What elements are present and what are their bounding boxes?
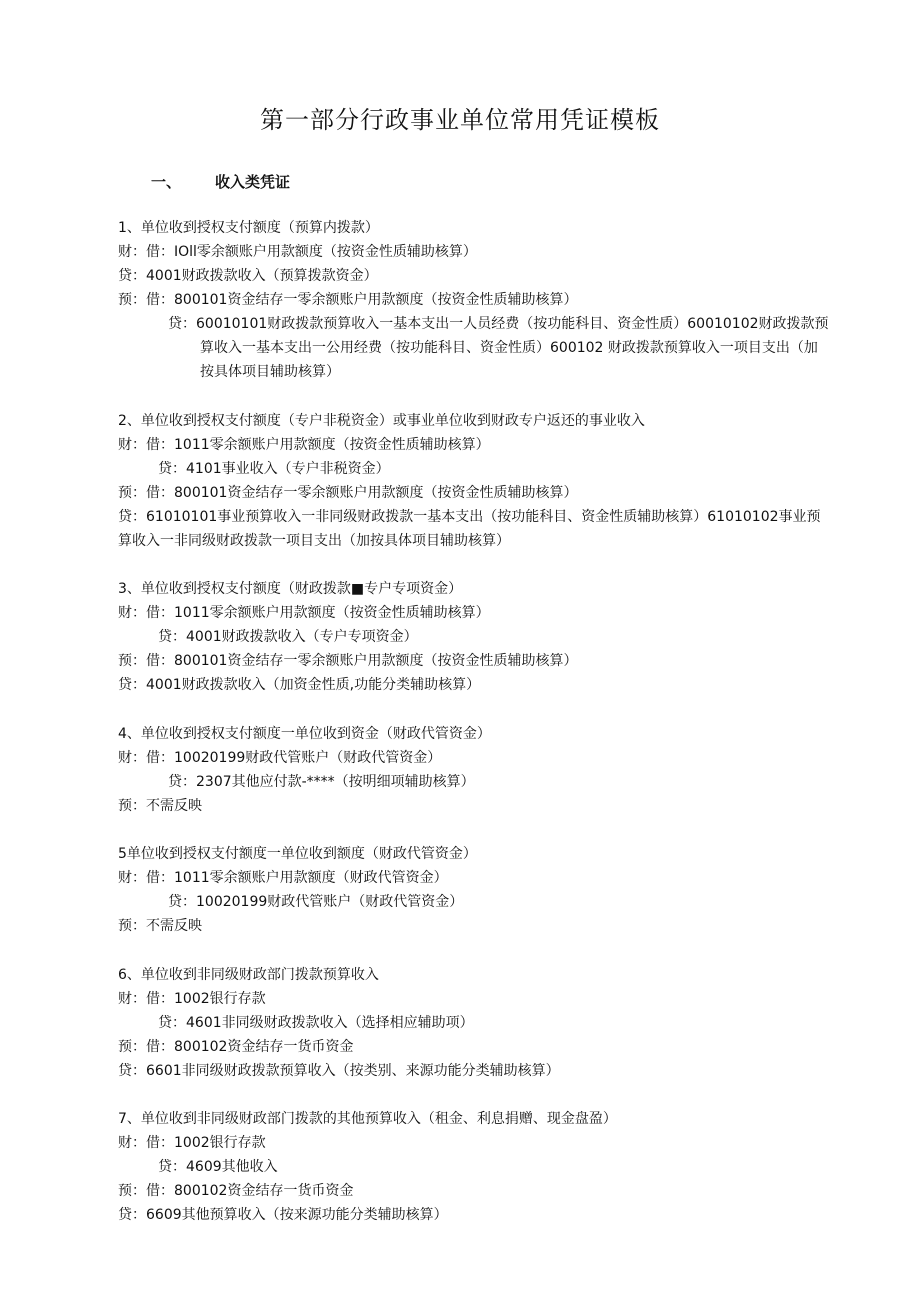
entry-3-line: 贷：4001财政拨款收入（加资金性质,功能分类辅助核算） xyxy=(118,677,481,693)
entry-6-line: 贷：6601非同级财政拨款预算收入（按类别、来源功能分类辅助核算） xyxy=(118,1062,560,1079)
entry-3-heading: 3、单位收到授权支付额度（财政拨款■专户专项资金） xyxy=(118,581,463,597)
entry-2-heading: 2、单位收到授权支付额度（专户非税资金）或事业单位收到财政专户返还的事业收入 xyxy=(118,412,645,429)
entry-2-line: 贷：61010101事业预算收入一非同级财政拨款一基本支出（按功能科目、资金性质辅助核算）61010102事业预 xyxy=(118,508,821,525)
entry-1-line: 贷：60010101财政拨款预算收入一基本支出一人员经费（按功能科目、资金性质）60010102财政拨款预 xyxy=(168,316,829,332)
entry-7-line: 财：借：1002银行存款 xyxy=(118,1135,266,1151)
entry-1-line: 按具体项目辅助核算） xyxy=(200,364,340,380)
entry-4-line: 财：借：10020199财政代管账户（财政代管资金） xyxy=(118,749,442,766)
entry-3-line: 财：借：1011零余额账户用款额度（按资金性质辅助核算） xyxy=(118,605,490,621)
entry-6-heading: 6、单位收到非同级财政部门拨款预算收入 xyxy=(118,966,379,983)
entry-6-line: 财：借：1002银行存款 xyxy=(118,990,266,1007)
entry-6-line: 预：借：800102资金结存一货币资金 xyxy=(118,1038,354,1055)
voucher-list xyxy=(118,216,838,1227)
entry-2-line: 算收入一非同级财政拨款一项目支出（加按具体项目辅助核算） xyxy=(118,532,510,549)
page-title: 第一部分行政事业单位常用凭证模板 xyxy=(260,106,660,134)
section-heading xyxy=(151,171,290,192)
entry-4-line: 贷：2307其他应付款-****（按明细项辅助核算） xyxy=(168,773,475,790)
entry-5-heading: 5单位收到授权支付额度一单位收到额度（财政代管资金） xyxy=(118,846,477,862)
entry-2-line: 预：借：800101资金结存一零余额账户用款额度（按资金性质辅助核算） xyxy=(118,484,578,501)
entry-5-line: 贷：10020199财政代管账户（财政代管资金） xyxy=(168,894,464,910)
entry-4-line: 预：不需反映 xyxy=(118,797,202,814)
entry-1-line: 预：借：800101资金结存一零余额账户用款额度（按资金性质辅助核算） xyxy=(118,292,578,308)
entry-1-line: 财：借：IOll零余额账户用款额度（按资金性质辅助核算） xyxy=(118,244,477,260)
entry-3-line: 贷：4001财政拨款收入（专户专项资金） xyxy=(158,629,418,645)
entry-6-line: 贷：4601非同级财政拨款收入（选择相应辅助项） xyxy=(158,1014,474,1031)
section-label: 收入类凭证 xyxy=(215,173,291,191)
entry-7-line: 预：借：800102资金结存一货币资金 xyxy=(118,1183,354,1199)
entry-5-line: 预：不需反映 xyxy=(118,918,202,934)
entry-7-line: 贷：4609其他收入 xyxy=(158,1159,278,1175)
entry-1-line: 算收入一基本支出一公用经费（按功能科目、资金性质）600102 财政拨款预算收入一项目支出（加 xyxy=(200,340,818,356)
entry-1-line: 贷：4001财政拨款收入（预算拨款资金） xyxy=(118,268,378,284)
entry-5-line: 财：借：1011零余额账户用款额度（财政代管资金） xyxy=(118,870,448,886)
entry-7-line: 贷：6609其他预算收入（按来源功能分类辅助核算） xyxy=(118,1207,448,1223)
entry-7-heading: 7、单位收到非同级财政部门拨款的其他预算收入（租金、利息捐赠、现金盘盈） xyxy=(118,1111,617,1127)
entry-3-line: 预：借：800101资金结存一零余额账户用款额度（按资金性质辅助核算） xyxy=(118,653,578,669)
entry-4-heading: 4、单位收到授权支付额度一单位收到资金（财政代管资金） xyxy=(118,725,491,742)
entry-2-line: 财：借：1011零余额账户用款额度（按资金性质辅助核算） xyxy=(118,436,490,453)
entry-2-line: 贷：4101事业收入（专户非税资金） xyxy=(158,460,390,477)
entry-1-heading: 1、单位收到授权支付额度（预算内拨款） xyxy=(118,220,379,236)
section-number: 一、 xyxy=(151,173,182,191)
